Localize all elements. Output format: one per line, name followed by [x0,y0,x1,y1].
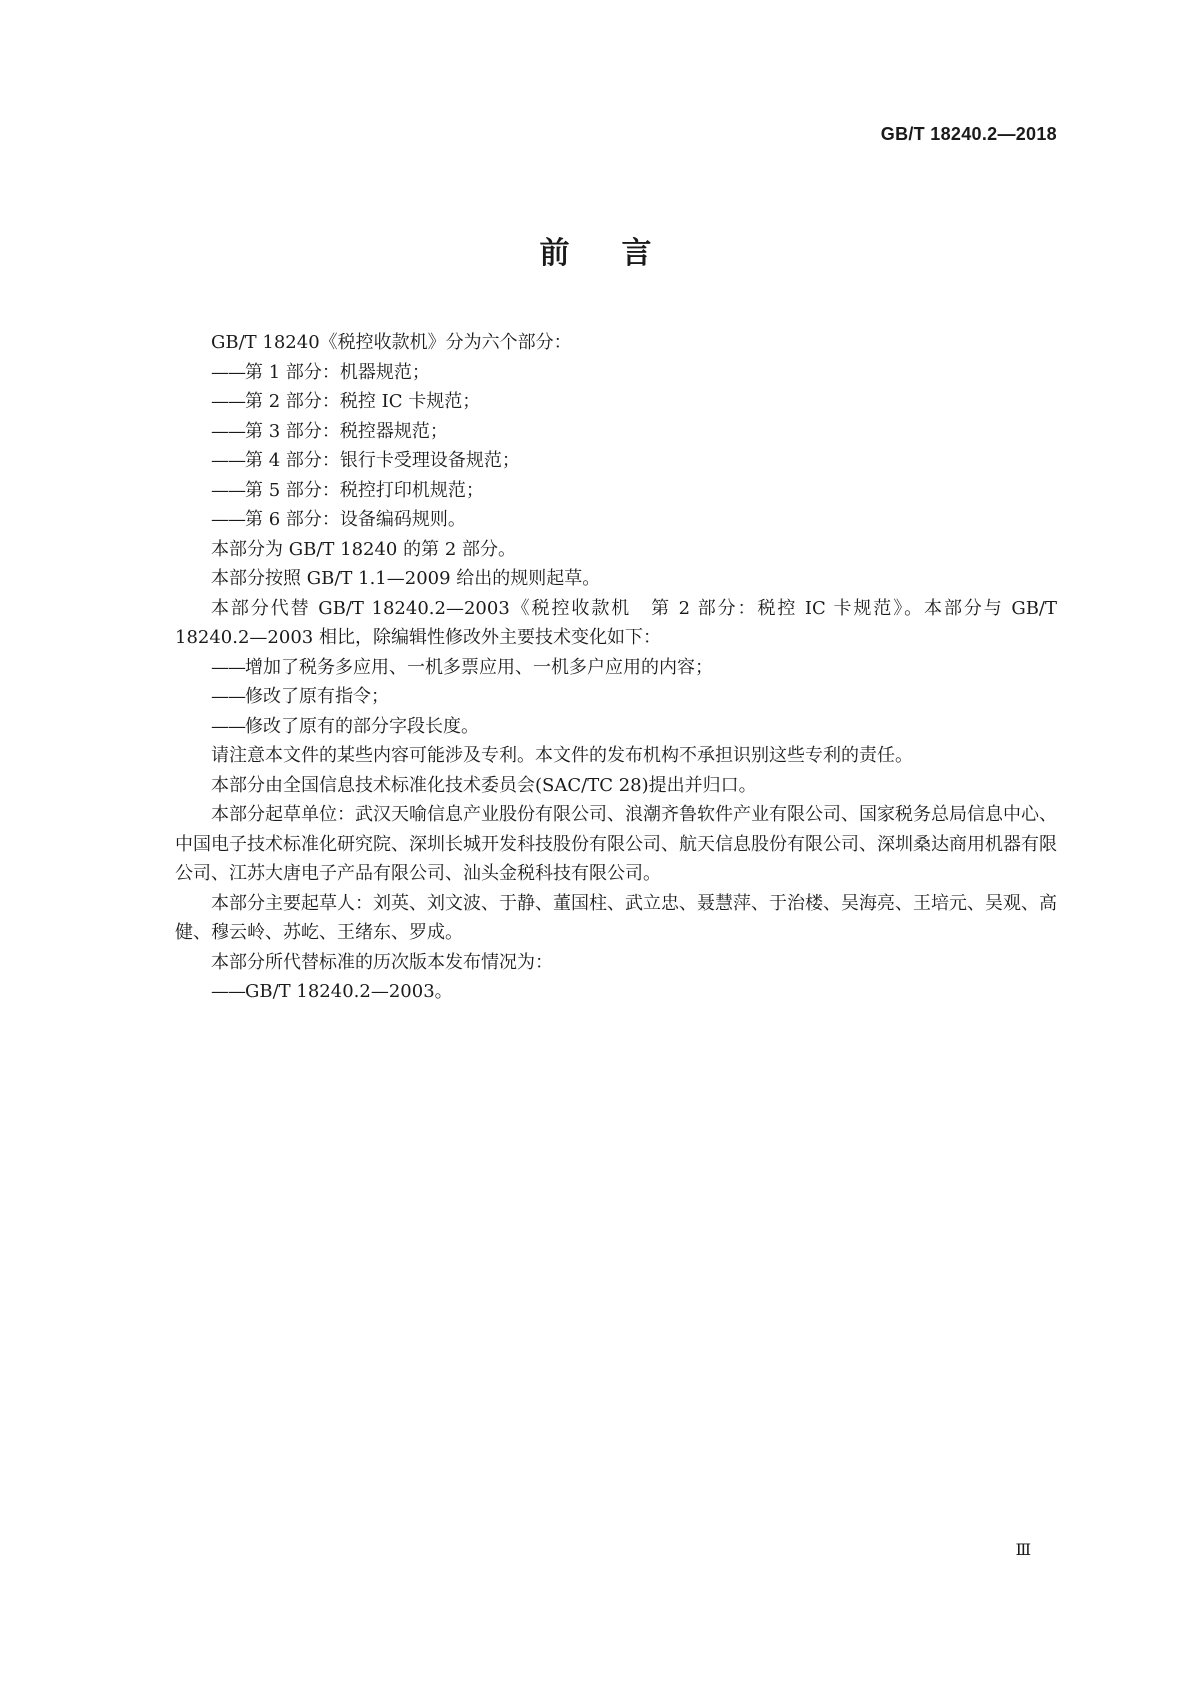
list-item-part-1: —— 第 1 部分：机器规范； [175,358,1057,388]
list-item-part-6: —— 第 6 部分：设备编码规则。 [175,505,1057,535]
drafting-rules-paragraph: 本部分按照 GB/T 1.1—2009 给出的规则起草。 [211,568,601,589]
page-title: 前言 [539,236,704,271]
version-history-paragraph: 本部分所代替标准的历次版本发布情况为： [211,951,553,973]
intro-paragraph: GB/T 18240《税控收款机》分为六个部分： [211,332,572,353]
list-item-part-5: —— 第 5 部分：税控打印机规范； [175,476,1057,506]
list-item-part-2: —— 第 2 部分：税控 IC 卡规范； [175,387,1057,417]
change-item-2: —— 修改了原有指令； [175,682,1057,712]
proposer-paragraph: 本部分由全国信息技术标准化技术委员会(SAC/TC 28)提出并归口。 [211,774,757,796]
drafters-paragraph: 本部分主要起草人：刘英、刘文波、于静、董国柱、武立忠、聂慧萍、于治楼、吴海亮、王培元、吴观、高健、穆云岭、苏屹、王绪东、罗成。 [175,892,1057,943]
change-item-1: —— 增加了税务多应用、一机多票应用、一机多户应用的内容； [175,653,1057,683]
replacement-paragraph: 本部分代替 GB/T 18240.2—2003《税控收款机 第 2 部分：税控 IC 卡规范》。本部分与 GB/T 18240.2—2003 相比，除编辑性修改外主要技术变化如下： [175,597,1057,648]
list-item-part-3: —— 第 3 部分：税控器规范； [175,417,1057,447]
patent-notice: 请注意本文件的某些内容可能涉及专利。本文件的发布机构不承担识别这些专利的责任。 [211,745,913,766]
change-item-3: —— 修改了原有的部分字段长度。 [175,712,1057,742]
drafting-units-paragraph: 本部分起草单位：武汉天喻信息产业股份有限公司、浪潮齐鲁软件产业有限公司、国家税务总局信息中心、中国电子技术标准化研究院、深圳长城开发科技股份有限公司、航天信息股份有限公司、深圳桑达商用机器有限公司、江苏大唐电子产品有限公司、汕头金税科技有限公司。 [175,804,1057,884]
standard-code: GB/T 18240.2—2018 [880,124,1057,144]
foreword-body [175,328,1057,1007]
version-history-item: —— GB/T 18240.2—2003。 [175,977,1057,1007]
part-statement: 本部分为 GB/T 18240 的第 2 部分。 [211,538,516,560]
page-number: Ⅲ [1015,1540,1031,1559]
list-item-part-4: —— 第 4 部分：银行卡受理设备规范； [175,446,1057,476]
